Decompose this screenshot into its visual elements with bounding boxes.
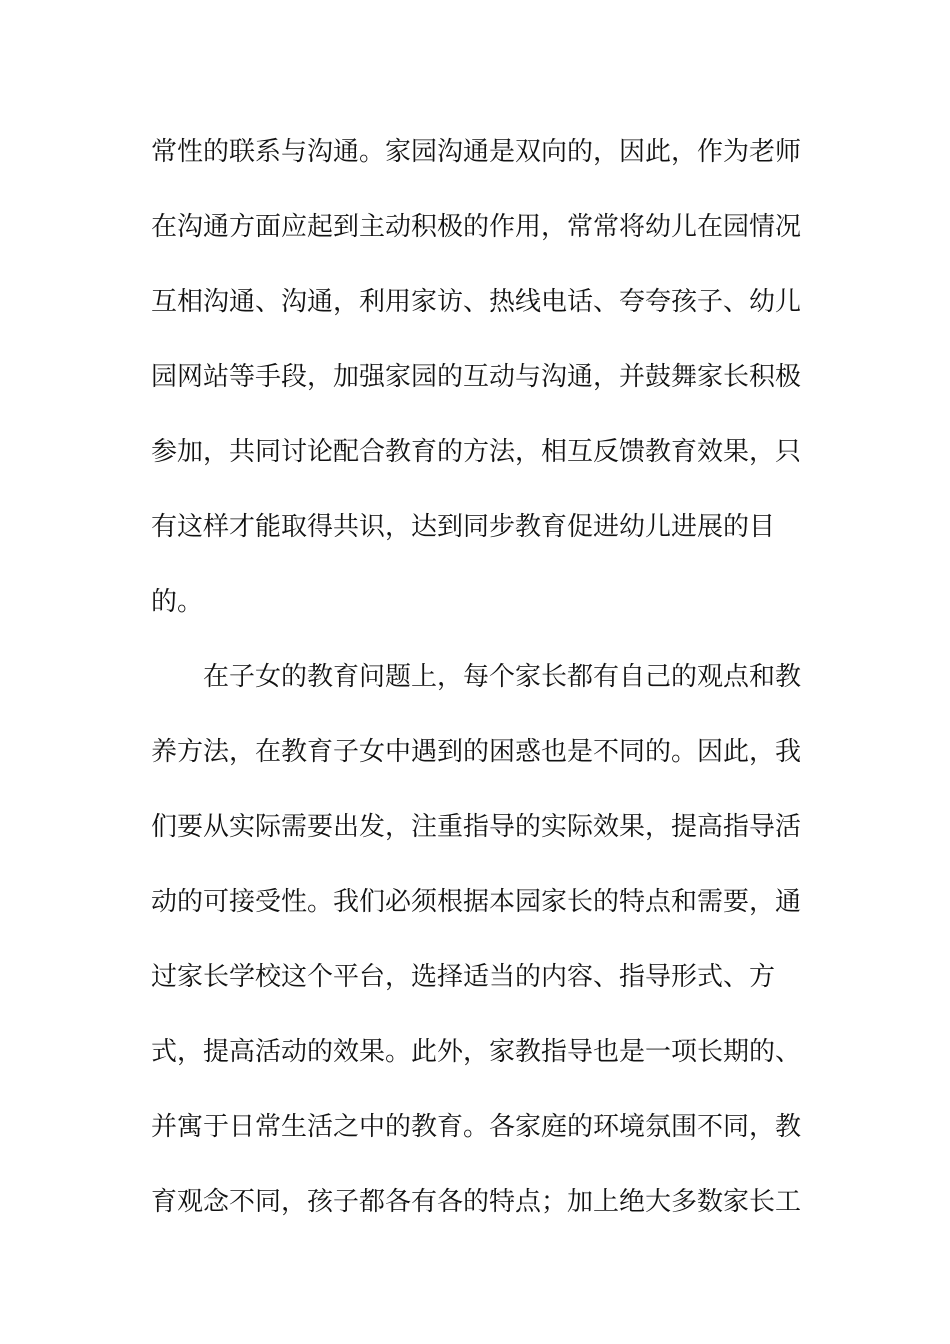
text-line: 参加，共同讨论配合教育的方法，相互反馈教育效果，只 (151, 437, 802, 467)
text-line: 过家长学校这个平台，选择适当的内容、指导形式、方 (151, 962, 776, 992)
paragraph-1 (151, 128, 801, 653)
text-line: 在沟通方面应起到主动积极的作用，常常将幼儿在园情况 (151, 212, 802, 242)
text-line: 动的可接受性。我们必须根据本园家长的特点和需要，通 (151, 887, 802, 917)
text-line: 式，提高活动的效果。此外，家教指导也是一项长期的、 (151, 1037, 802, 1067)
text-line: 们要从实际需要出发，注重指导的实际效果，提高指导活 (151, 812, 802, 842)
body-text (151, 128, 801, 1253)
paragraph-2 (151, 653, 801, 1253)
text-line: 的。 (151, 587, 204, 617)
text-line: 有这样才能取得共识，达到同步教育促进幼儿进展的目 (151, 512, 776, 542)
text-line: 育观念不同，孩子都各有各的特点；加上绝大多数家长工 (151, 1187, 802, 1217)
text-line: 养方法，在教育子女中遇到的困惑也是不同的。因此，我 (151, 737, 802, 767)
text-line: 并寓于日常生活之中的教育。各家庭的环境氛围不同，教 (151, 1112, 802, 1142)
text-line: 常性的联系与沟通。家园沟通是双向的，因此，作为老师 (151, 137, 802, 167)
text-line: 互相沟通、沟通，利用家访、热线电话、夸夸孩子、幼儿 (151, 287, 802, 317)
text-line: 在子女的教育问题上，每个家长都有自己的观点和教 (203, 662, 802, 692)
text-line: 园网站等手段，加强家园的互动与沟通，并鼓舞家长积极 (151, 362, 802, 392)
